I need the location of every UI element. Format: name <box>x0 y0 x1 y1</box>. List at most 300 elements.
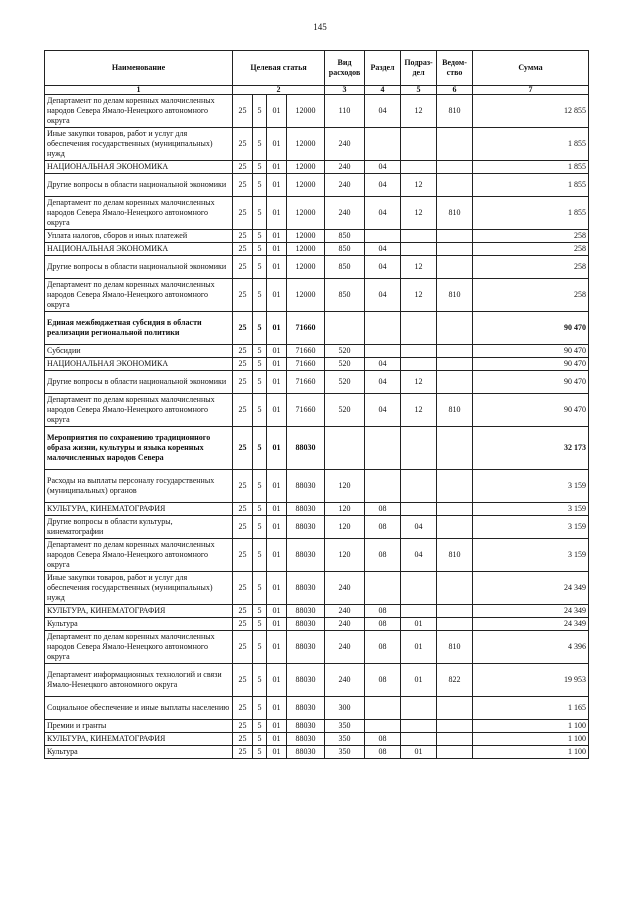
sum-cell: 24 349 <box>473 618 589 631</box>
target-code-4-cell: 88030 <box>287 697 325 720</box>
row-name-cell: КУЛЬТУРА, КИНЕМАТОГРАФИЯ <box>45 733 233 746</box>
header-target-article: Целевая статья <box>233 51 325 86</box>
department-cell <box>437 174 473 197</box>
section-cell: 04 <box>365 394 401 427</box>
expense-kind-cell <box>325 312 365 345</box>
row-name-cell: НАЦИОНАЛЬНАЯ ЭКОНОМИКА <box>45 358 233 371</box>
target-code-1-cell: 25 <box>233 256 253 279</box>
sum-cell: 258 <box>473 230 589 243</box>
table-row <box>45 371 589 394</box>
section-cell: 08 <box>365 733 401 746</box>
target-code-2-cell: 5 <box>253 572 267 605</box>
row-name-cell: Уплата налогов, сборов и иных платежей <box>45 230 233 243</box>
header-subsection: Подраз-дел <box>401 51 437 86</box>
sum-cell: 258 <box>473 256 589 279</box>
section-cell <box>365 230 401 243</box>
subsection-cell <box>401 470 437 503</box>
department-cell <box>437 230 473 243</box>
target-code-3-cell: 01 <box>267 371 287 394</box>
department-cell <box>437 516 473 539</box>
table-row <box>45 256 589 279</box>
target-code-3-cell: 01 <box>267 631 287 664</box>
sum-cell: 90 470 <box>473 394 589 427</box>
target-code-3-cell: 01 <box>267 394 287 427</box>
target-code-4-cell: 71660 <box>287 358 325 371</box>
target-code-2-cell: 5 <box>253 539 267 572</box>
row-name-cell: Другие вопросы в области национальной экономики <box>45 256 233 279</box>
row-name-cell: Мероприятия по сохранению традиционного образа жизни, культуры и языка коренных малочисленных народов Севера <box>45 427 233 470</box>
department-cell <box>437 618 473 631</box>
expense-kind-cell: 240 <box>325 631 365 664</box>
row-name-cell: Премии и гранты <box>45 720 233 733</box>
target-code-3-cell: 01 <box>267 174 287 197</box>
row-name-cell: Культура <box>45 746 233 759</box>
table-row <box>45 618 589 631</box>
row-name-cell: КУЛЬТУРА, КИНЕМАТОГРАФИЯ <box>45 605 233 618</box>
target-code-4-cell: 71660 <box>287 345 325 358</box>
target-code-4-cell: 12000 <box>287 161 325 174</box>
target-code-3-cell: 01 <box>267 427 287 470</box>
row-name-cell: Иные закупки товаров, работ и услуг для обеспечения государственных (муниципальных) нужд <box>45 572 233 605</box>
target-code-1-cell: 25 <box>233 503 253 516</box>
target-code-4-cell: 71660 <box>287 394 325 427</box>
target-code-1-cell: 25 <box>233 697 253 720</box>
table-row <box>45 358 589 371</box>
target-code-1-cell: 25 <box>233 746 253 759</box>
target-code-3-cell: 01 <box>267 746 287 759</box>
section-cell: 08 <box>365 664 401 697</box>
sum-cell: 3 159 <box>473 539 589 572</box>
expense-kind-cell: 520 <box>325 371 365 394</box>
page-number: 145 <box>313 22 327 32</box>
table-row <box>45 746 589 759</box>
table-row <box>45 174 589 197</box>
header-department: Ведом-ство <box>437 51 473 86</box>
index-cell: 7 <box>473 86 589 95</box>
target-code-2-cell: 5 <box>253 516 267 539</box>
target-code-1-cell: 25 <box>233 197 253 230</box>
target-code-2-cell: 5 <box>253 470 267 503</box>
table-row <box>45 733 589 746</box>
row-name-cell: КУЛЬТУРА, КИНЕМАТОГРАФИЯ <box>45 503 233 516</box>
section-cell <box>365 128 401 161</box>
target-code-1-cell: 25 <box>233 516 253 539</box>
subsection-cell: 12 <box>401 279 437 312</box>
sum-cell: 3 159 <box>473 503 589 516</box>
section-cell: 08 <box>365 618 401 631</box>
department-cell: 810 <box>437 197 473 230</box>
target-code-2-cell: 5 <box>253 197 267 230</box>
subsection-cell <box>401 720 437 733</box>
target-code-4-cell: 88030 <box>287 746 325 759</box>
target-code-1-cell: 25 <box>233 279 253 312</box>
sum-cell: 1 100 <box>473 746 589 759</box>
section-cell: 08 <box>365 503 401 516</box>
row-name-cell: Департамент по делам коренных малочисленных народов Севера Ямало-Ненецкого автономного округа <box>45 631 233 664</box>
section-cell: 04 <box>365 279 401 312</box>
expense-kind-cell: 850 <box>325 230 365 243</box>
target-code-2-cell: 5 <box>253 345 267 358</box>
department-cell: 822 <box>437 664 473 697</box>
target-code-1-cell: 25 <box>233 605 253 618</box>
department-cell <box>437 312 473 345</box>
section-cell: 08 <box>365 605 401 618</box>
target-code-4-cell: 88030 <box>287 427 325 470</box>
subsection-cell: 12 <box>401 95 437 128</box>
expense-kind-cell: 120 <box>325 503 365 516</box>
table-row <box>45 161 589 174</box>
header-expense-kind: Вид расходов <box>325 51 365 86</box>
target-code-3-cell: 01 <box>267 312 287 345</box>
target-code-3-cell: 01 <box>267 161 287 174</box>
subsection-cell <box>401 427 437 470</box>
table-row <box>45 279 589 312</box>
target-code-3-cell: 01 <box>267 128 287 161</box>
row-name-cell: Департамент по делам коренных малочисленных народов Севера Ямало-Ненецкого автономного округа <box>45 279 233 312</box>
expense-kind-cell: 240 <box>325 174 365 197</box>
expense-kind-cell: 350 <box>325 720 365 733</box>
sum-cell: 32 173 <box>473 427 589 470</box>
index-cell: 2 <box>233 86 325 95</box>
table-row <box>45 572 589 605</box>
subsection-cell <box>401 243 437 256</box>
expense-kind-cell: 110 <box>325 95 365 128</box>
sum-cell: 1 855 <box>473 197 589 230</box>
table-row <box>45 539 589 572</box>
sum-cell: 258 <box>473 279 589 312</box>
target-code-1-cell: 25 <box>233 733 253 746</box>
expense-kind-cell: 520 <box>325 358 365 371</box>
header-row <box>45 51 589 86</box>
target-code-3-cell: 01 <box>267 664 287 697</box>
department-cell <box>437 746 473 759</box>
section-cell: 04 <box>365 161 401 174</box>
expense-kind-cell: 240 <box>325 618 365 631</box>
table-row <box>45 697 589 720</box>
header-name: Наименование <box>45 51 233 86</box>
expense-kind-cell: 120 <box>325 539 365 572</box>
department-cell <box>437 371 473 394</box>
target-code-3-cell: 01 <box>267 503 287 516</box>
table-row <box>45 605 589 618</box>
target-code-1-cell: 25 <box>233 427 253 470</box>
sum-cell: 4 396 <box>473 631 589 664</box>
target-code-4-cell: 88030 <box>287 720 325 733</box>
row-name-cell: Другие вопросы в области национальной экономики <box>45 174 233 197</box>
expense-kind-cell: 350 <box>325 746 365 759</box>
section-cell: 04 <box>365 174 401 197</box>
subsection-cell: 12 <box>401 256 437 279</box>
department-cell <box>437 572 473 605</box>
expense-kind-cell: 850 <box>325 279 365 312</box>
expense-kind-cell: 850 <box>325 256 365 279</box>
target-code-1-cell: 25 <box>233 243 253 256</box>
section-cell: 08 <box>365 631 401 664</box>
subsection-cell <box>401 128 437 161</box>
table-row <box>45 427 589 470</box>
sum-cell: 90 470 <box>473 312 589 345</box>
target-code-2-cell: 5 <box>253 358 267 371</box>
department-cell <box>437 358 473 371</box>
sum-cell: 258 <box>473 243 589 256</box>
table-row <box>45 394 589 427</box>
section-cell: 04 <box>365 95 401 128</box>
sum-cell: 24 349 <box>473 572 589 605</box>
subsection-cell <box>401 358 437 371</box>
subsection-cell <box>401 572 437 605</box>
sum-cell: 1 855 <box>473 174 589 197</box>
subsection-cell: 12 <box>401 394 437 427</box>
index-cell: 5 <box>401 86 437 95</box>
expense-kind-cell: 240 <box>325 161 365 174</box>
target-code-1-cell: 25 <box>233 161 253 174</box>
sum-cell: 90 470 <box>473 358 589 371</box>
subsection-cell <box>401 312 437 345</box>
target-code-4-cell: 88030 <box>287 470 325 503</box>
subsection-cell: 12 <box>401 371 437 394</box>
section-cell <box>365 470 401 503</box>
department-cell <box>437 720 473 733</box>
expense-kind-cell: 240 <box>325 664 365 697</box>
target-code-3-cell: 01 <box>267 95 287 128</box>
target-code-4-cell: 88030 <box>287 572 325 605</box>
target-code-1-cell: 25 <box>233 470 253 503</box>
target-code-4-cell: 88030 <box>287 539 325 572</box>
section-cell: 04 <box>365 371 401 394</box>
expense-kind-cell: 120 <box>325 470 365 503</box>
target-code-2-cell: 5 <box>253 95 267 128</box>
target-code-2-cell: 5 <box>253 618 267 631</box>
target-code-2-cell: 5 <box>253 720 267 733</box>
target-code-1-cell: 25 <box>233 358 253 371</box>
subsection-cell: 01 <box>401 746 437 759</box>
target-code-3-cell: 01 <box>267 605 287 618</box>
subsection-cell <box>401 345 437 358</box>
subsection-cell: 12 <box>401 197 437 230</box>
expense-kind-cell: 350 <box>325 733 365 746</box>
row-name-cell: Субсидии <box>45 345 233 358</box>
row-name-cell: Другие вопросы в области культуры, кинематографии <box>45 516 233 539</box>
table-row <box>45 197 589 230</box>
expense-kind-cell: 520 <box>325 394 365 427</box>
target-code-1-cell: 25 <box>233 312 253 345</box>
target-code-4-cell: 88030 <box>287 733 325 746</box>
target-code-1-cell: 25 <box>233 664 253 697</box>
target-code-3-cell: 01 <box>267 516 287 539</box>
table-row <box>45 631 589 664</box>
row-name-cell: Департамент по делам коренных малочисленных народов Севера Ямало-Ненецкого автономного округа <box>45 95 233 128</box>
target-code-2-cell: 5 <box>253 174 267 197</box>
target-code-2-cell: 5 <box>253 631 267 664</box>
target-code-3-cell: 01 <box>267 279 287 312</box>
header-sum: Сумма <box>473 51 589 86</box>
sum-cell: 1 855 <box>473 128 589 161</box>
target-code-3-cell: 01 <box>267 197 287 230</box>
budget-table <box>44 50 589 759</box>
row-name-cell: Департамент информационных технологий и связи Ямало-Ненецкого автономного округа <box>45 664 233 697</box>
target-code-1-cell: 25 <box>233 572 253 605</box>
department-cell: 810 <box>437 631 473 664</box>
department-cell <box>437 697 473 720</box>
index-cell: 4 <box>365 86 401 95</box>
target-code-4-cell: 88030 <box>287 605 325 618</box>
target-code-1-cell: 25 <box>233 618 253 631</box>
sum-cell: 1 100 <box>473 720 589 733</box>
expense-kind-cell: 300 <box>325 697 365 720</box>
header-section: Раздел <box>365 51 401 86</box>
subsection-cell: 12 <box>401 174 437 197</box>
index-cell: 6 <box>437 86 473 95</box>
target-code-1-cell: 25 <box>233 720 253 733</box>
department-cell: 810 <box>437 394 473 427</box>
section-cell: 04 <box>365 243 401 256</box>
row-name-cell: Другие вопросы в области национальной экономики <box>45 371 233 394</box>
target-code-4-cell: 12000 <box>287 95 325 128</box>
section-cell: 04 <box>365 358 401 371</box>
expense-kind-cell: 850 <box>325 243 365 256</box>
row-name-cell: НАЦИОНАЛЬНАЯ ЭКОНОМИКА <box>45 243 233 256</box>
target-code-1-cell: 25 <box>233 128 253 161</box>
target-code-4-cell: 12000 <box>287 174 325 197</box>
target-code-3-cell: 01 <box>267 243 287 256</box>
target-code-2-cell: 5 <box>253 697 267 720</box>
department-cell <box>437 256 473 279</box>
index-cell: 3 <box>325 86 365 95</box>
target-code-2-cell: 5 <box>253 312 267 345</box>
target-code-1-cell: 25 <box>233 539 253 572</box>
subsection-cell: 04 <box>401 539 437 572</box>
target-code-2-cell: 5 <box>253 371 267 394</box>
target-code-2-cell: 5 <box>253 128 267 161</box>
target-code-2-cell: 5 <box>253 733 267 746</box>
section-cell: 08 <box>365 746 401 759</box>
sum-cell: 19 953 <box>473 664 589 697</box>
expense-kind-cell: 120 <box>325 516 365 539</box>
row-name-cell: НАЦИОНАЛЬНАЯ ЭКОНОМИКА <box>45 161 233 174</box>
subsection-cell: 01 <box>401 618 437 631</box>
target-code-4-cell: 12000 <box>287 230 325 243</box>
target-code-3-cell: 01 <box>267 539 287 572</box>
department-cell: 810 <box>437 279 473 312</box>
section-cell: 08 <box>365 539 401 572</box>
target-code-1-cell: 25 <box>233 371 253 394</box>
table-body <box>45 95 589 759</box>
section-cell <box>365 427 401 470</box>
target-code-3-cell: 01 <box>267 230 287 243</box>
table-row <box>45 243 589 256</box>
sum-cell: 3 159 <box>473 516 589 539</box>
index-cell: 1 <box>45 86 233 95</box>
department-cell <box>437 605 473 618</box>
target-code-4-cell: 88030 <box>287 631 325 664</box>
table-row <box>45 516 589 539</box>
target-code-1-cell: 25 <box>233 345 253 358</box>
table-row <box>45 720 589 733</box>
target-code-3-cell: 01 <box>267 733 287 746</box>
target-code-4-cell: 71660 <box>287 371 325 394</box>
target-code-2-cell: 5 <box>253 503 267 516</box>
target-code-3-cell: 01 <box>267 618 287 631</box>
section-cell: 04 <box>365 197 401 230</box>
subsection-cell <box>401 733 437 746</box>
sum-cell: 1 855 <box>473 161 589 174</box>
table-row <box>45 345 589 358</box>
section-cell <box>365 720 401 733</box>
target-code-2-cell: 5 <box>253 279 267 312</box>
target-code-4-cell: 88030 <box>287 503 325 516</box>
target-code-4-cell: 12000 <box>287 279 325 312</box>
target-code-4-cell: 12000 <box>287 128 325 161</box>
target-code-3-cell: 01 <box>267 358 287 371</box>
department-cell <box>437 128 473 161</box>
expense-kind-cell: 520 <box>325 345 365 358</box>
target-code-4-cell: 12000 <box>287 243 325 256</box>
subsection-cell <box>401 697 437 720</box>
target-code-3-cell: 01 <box>267 697 287 720</box>
table-row <box>45 312 589 345</box>
expense-kind-cell: 240 <box>325 605 365 618</box>
expense-kind-cell <box>325 427 365 470</box>
subsection-cell <box>401 503 437 516</box>
expense-kind-cell: 240 <box>325 128 365 161</box>
row-name-cell: Иные закупки товаров, работ и услуг для обеспечения государственных (муниципальных) нужд <box>45 128 233 161</box>
row-name-cell: Департамент по делам коренных малочисленных народов Севера Ямало-Ненецкого автономного округа <box>45 539 233 572</box>
target-code-3-cell: 01 <box>267 470 287 503</box>
sum-cell: 1 100 <box>473 733 589 746</box>
subsection-cell: 01 <box>401 631 437 664</box>
department-cell: 810 <box>437 539 473 572</box>
sum-cell: 3 159 <box>473 470 589 503</box>
target-code-1-cell: 25 <box>233 230 253 243</box>
target-code-4-cell: 71660 <box>287 312 325 345</box>
target-code-3-cell: 01 <box>267 572 287 605</box>
department-cell <box>437 161 473 174</box>
sum-cell: 90 470 <box>473 371 589 394</box>
target-code-3-cell: 01 <box>267 345 287 358</box>
target-code-2-cell: 5 <box>253 243 267 256</box>
target-code-2-cell: 5 <box>253 230 267 243</box>
subsection-cell <box>401 605 437 618</box>
target-code-4-cell: 88030 <box>287 516 325 539</box>
table-row <box>45 664 589 697</box>
row-name-cell: Культура <box>45 618 233 631</box>
expense-kind-cell: 240 <box>325 197 365 230</box>
table-row <box>45 470 589 503</box>
target-code-1-cell: 25 <box>233 95 253 128</box>
target-code-3-cell: 01 <box>267 256 287 279</box>
target-code-1-cell: 25 <box>233 631 253 664</box>
subsection-cell: 01 <box>401 664 437 697</box>
sum-cell: 12 855 <box>473 95 589 128</box>
target-code-4-cell: 88030 <box>287 664 325 697</box>
row-name-cell: Департамент по делам коренных малочисленных народов Севера Ямало-Ненецкого автономного округа <box>45 197 233 230</box>
target-code-2-cell: 5 <box>253 161 267 174</box>
target-code-2-cell: 5 <box>253 664 267 697</box>
row-name-cell: Расходы на выплаты персоналу государственных (муниципальных) органов <box>45 470 233 503</box>
target-code-2-cell: 5 <box>253 256 267 279</box>
row-name-cell: Социальное обеспечение и иные выплаты населению <box>45 697 233 720</box>
table-row <box>45 128 589 161</box>
sum-cell: 90 470 <box>473 345 589 358</box>
subsection-cell <box>401 161 437 174</box>
subsection-cell <box>401 230 437 243</box>
column-index-row <box>45 86 589 95</box>
table-row <box>45 503 589 516</box>
expense-kind-cell: 240 <box>325 572 365 605</box>
sum-cell: 1 165 <box>473 697 589 720</box>
row-name-cell: Департамент по делам коренных малочисленных народов Севера Ямало-Ненецкого автономного округа <box>45 394 233 427</box>
section-cell: 08 <box>365 516 401 539</box>
